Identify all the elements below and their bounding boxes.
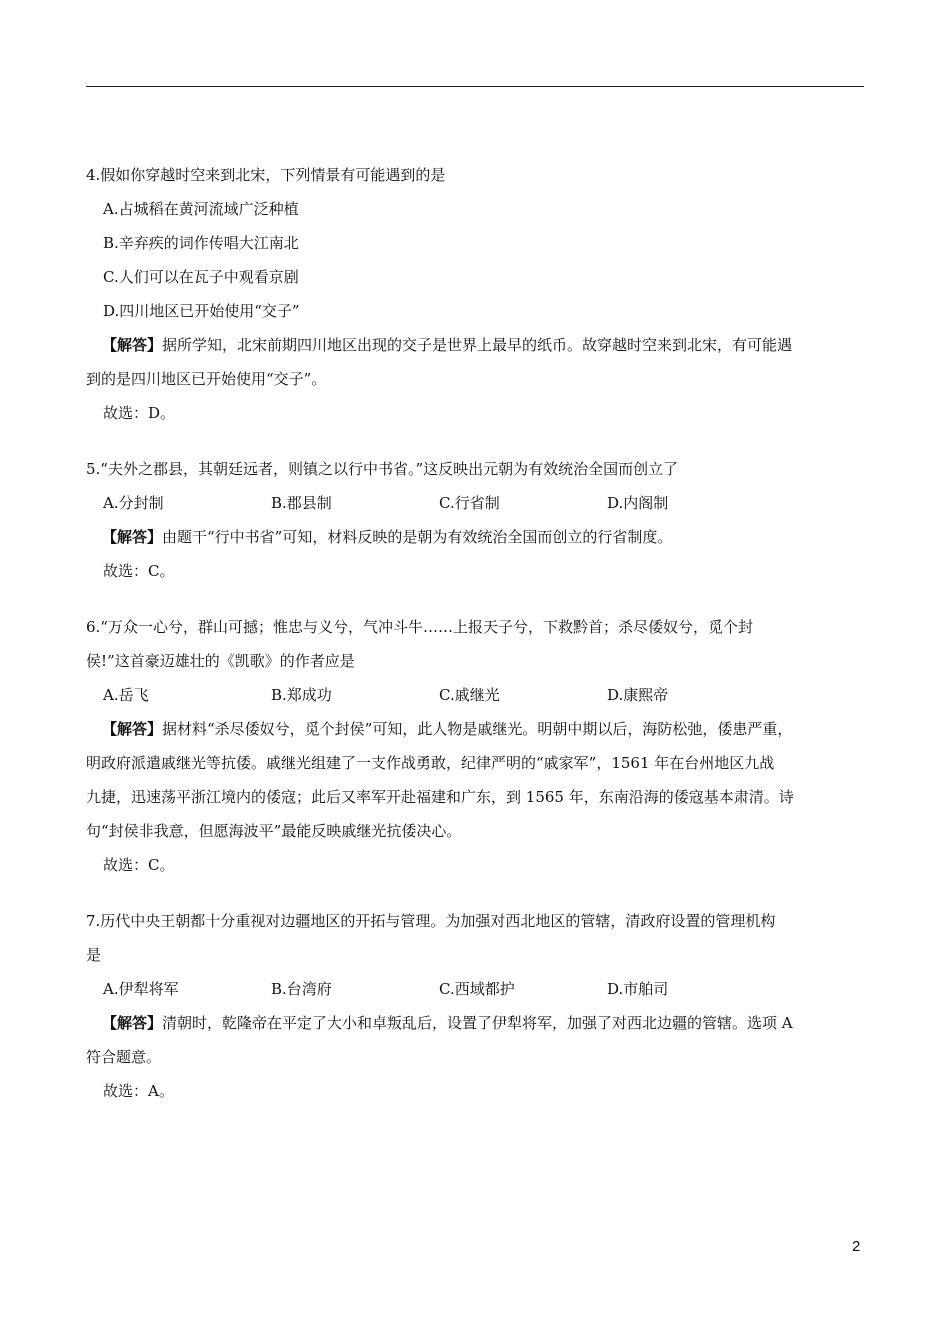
answer-explanation	[86, 712, 866, 746]
answer-text-continued: 明政府派遣戚继光等抗倭。戚继光组建了一支作战勇敢，纪律严明的“戚家军”，1561 年在台州地区九战	[86, 754, 775, 772]
question-stem-continued: 侯!”这首豪迈雄壮的《凯歌》的作者应是	[86, 652, 355, 670]
answer-text: 清朝时，乾隆帝在平定了大小和卓叛乱后，设置了伊犁将军，加强了对西北边疆的管辖。选项 A	[162, 1014, 793, 1032]
option-c: C.行省制	[439, 494, 500, 512]
option-d: D.内阁制	[607, 494, 669, 512]
option-b: B.郑成功	[271, 686, 332, 704]
option-b: B.辛弃疾的词作传唱大江南北	[103, 234, 299, 252]
option-a: A.分封制	[103, 494, 164, 512]
answer-text-continued: 到的是四川地区已开始使用“交子”。	[86, 370, 327, 388]
answer-text-continued: 九捷，迅速荡平浙江境内的倭寇；此后又率军开赴福建和广东，到 1565 年，东南沿海的倭寇基本肃清。诗	[86, 788, 794, 806]
answer-tag: 【解答】	[102, 1014, 163, 1032]
answer-explanation	[86, 520, 866, 554]
answer-explanation	[86, 1006, 866, 1040]
question-7	[86, 904, 866, 1108]
answer-explanation	[86, 328, 866, 362]
question-5	[86, 452, 866, 588]
options-row	[86, 486, 866, 520]
page-number: 2	[852, 1238, 861, 1255]
answer-choice: 故选：C。	[103, 562, 175, 580]
answer-tag: 【解答】	[102, 336, 163, 354]
header-rule	[86, 86, 864, 87]
option-d: D.四川地区已开始使用“交子”	[103, 302, 300, 320]
options-row	[86, 972, 866, 1006]
question-4	[86, 158, 866, 430]
option-d: D.康熙帝	[607, 686, 669, 704]
question-stem-continued: 是	[86, 946, 102, 964]
options-row	[86, 678, 866, 712]
option-c: C.戚继光	[439, 686, 500, 704]
option-b: B.郡县制	[271, 494, 332, 512]
answer-text: 据材料“杀尽倭奴兮，觅个封侯”可知，此人物是戚继光。明朝中期以后，海防松弛，倭患严重，	[162, 720, 793, 738]
answer-text: 据所学知，北宋前期四川地区出现的交子是世界上最早的纸币。故穿越时空来到北宋，有可能遇	[162, 336, 793, 354]
option-a: A.占城稻在黄河流域广泛种植	[103, 200, 299, 218]
question-stem: 4.假如你穿越时空来到北宋，下列情景有可能遇到的是	[86, 166, 446, 184]
option-d: D.市舶司	[607, 980, 669, 998]
answer-choice: 故选：C。	[103, 856, 175, 874]
question-stem: 5.“夫外之郡县，其朝廷远者，则镇之以行中书省。”这反映出元朝为有效统治全国而创立了	[86, 460, 679, 478]
option-b: B.台湾府	[271, 980, 332, 998]
question-stem: 7.历代中央王朝都十分重视对边疆地区的开拓与管理。为加强对西北地区的管辖，清政府设置的管理机构	[86, 912, 776, 930]
document-body	[86, 158, 866, 1108]
answer-text-continued: 符合题意。	[86, 1048, 162, 1066]
option-c: C.人们可以在瓦子中观看京剧	[103, 268, 299, 286]
answer-choice: 故选：D。	[103, 404, 176, 422]
answer-choice: 故选：A。	[103, 1082, 174, 1100]
question-6	[86, 610, 866, 882]
question-stem: 6.“万众一心兮，群山可撼；惟忠与义兮，气冲斗牛……上报天子兮，下救黔首；杀尽倭奴兮，觅个封	[86, 618, 753, 636]
option-a: A.岳飞	[103, 686, 149, 704]
answer-text: 由题干“行中书省”可知，材料反映的是朝为有效统治全国而创立的行省制度。	[162, 528, 673, 546]
answer-tag: 【解答】	[102, 528, 163, 546]
option-c: C.西域都护	[439, 980, 515, 998]
option-a: A.伊犁将军	[103, 980, 179, 998]
answer-text-continued: 句“封侯非我意，但愿海波平”最能反映戚继光抗倭决心。	[86, 822, 462, 840]
answer-tag: 【解答】	[102, 720, 163, 738]
